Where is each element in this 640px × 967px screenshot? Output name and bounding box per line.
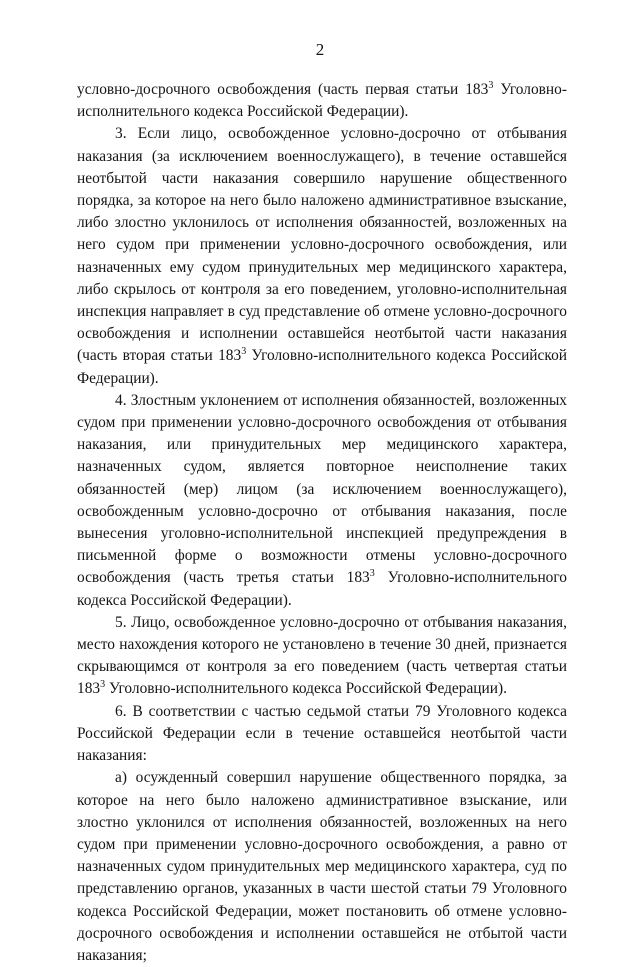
paragraph-item-3	[77, 123, 567, 389]
paragraph-text: Уголовно-исполнительного кодекса Российской Федерации).	[105, 680, 507, 698]
superscript: 3	[100, 679, 106, 691]
paragraph-text: Уголовно-исполнительного кодекса Российской Федерации).	[77, 347, 567, 387]
paragraph-text: а) осужденный совершил нарушение общественного порядка, за которое на него было наложено административное взыскание, или злостно уклонился от исполнения обязанностей, возложенных на него судом при применении условно-досрочного освобождения, а равно от назначенных судом принудительных мер медицинского характера, суд по представлению органов, указанных в части шестой статьи 79 Уголовного кодекса Российской Федерации, может постановить об отмене условно-досрочного освобождения и исполнении оставшейся не отбытой части наказания;	[77, 769, 567, 964]
paragraph-text: 3. Если лицо, освобожденное условно-досрочно от отбывания наказания (за исключением военнослужащего), в течение оставшейся неотбытой части наказания совершило нарушение общественного порядка, за которое на него было наложено административное взыскание, либо злостно уклонилось от исполнения обязанностей, возложенных на него судом при применении условно-досрочного освобождения, или назначенных ему судом принудительных мер медицинского характера, либо скрылось от контроля за его поведением, уголовно-исполнительная инспекция направляет в суд представление об отмене условно-досрочного освобождения и исполнении оставшейся неотбытой части наказания (часть вторая статьи 183	[77, 125, 567, 365]
paragraph-text: 5. Лицо, освобожденное условно-досрочно от отбывания наказания, место нахождения которого не установлено в течение 30 дней, признается скрывающимся от контроля за его поведением (часть четвертая статьи 183	[77, 613, 567, 698]
paragraph-text: Уголовно-исполнительного кодекса Российской Федерации).	[77, 569, 567, 609]
paragraph-item-4	[77, 390, 567, 612]
paragraph-continuation	[77, 79, 567, 123]
page-number: 2	[315, 40, 325, 59]
paragraph-item-6	[77, 701, 567, 768]
superscript: 3	[241, 346, 247, 358]
document-body	[77, 79, 567, 967]
paragraph-item-5	[77, 612, 567, 701]
paragraph-text: 4. Злостным уклонением от исполнения обязанностей, возложенных судом при применении условно-досрочного освобождения от отбывания наказания, или принудительных мер медицинского характера, назначенных судом, является повторное неисполнение таких обязанностей (мер) лицом (за исключением военнослужащего), освобожденным условно-досрочно от отбывания наказания, после вынесения уголовно-исполнительной инспекцией предупреждения в письменной форме о возможности отмены условно-досрочного освобождения (часть третья статьи 183	[77, 391, 567, 587]
paragraph-text: условно-досрочного освобождения (часть первая статьи 183	[77, 81, 489, 98]
paragraph-text: 6. В соответствии с частью седьмой статьи 79 Уголовного кодекса Российской Федерации если в течение оставшейся неотбытой части наказания:	[77, 702, 567, 765]
paragraph-item-6a	[77, 767, 567, 967]
superscript: 3	[369, 568, 375, 580]
superscript: 3	[488, 80, 494, 91]
paragraph-text: Уголовно-исполнительного кодекса Российской Федерации).	[77, 81, 567, 121]
